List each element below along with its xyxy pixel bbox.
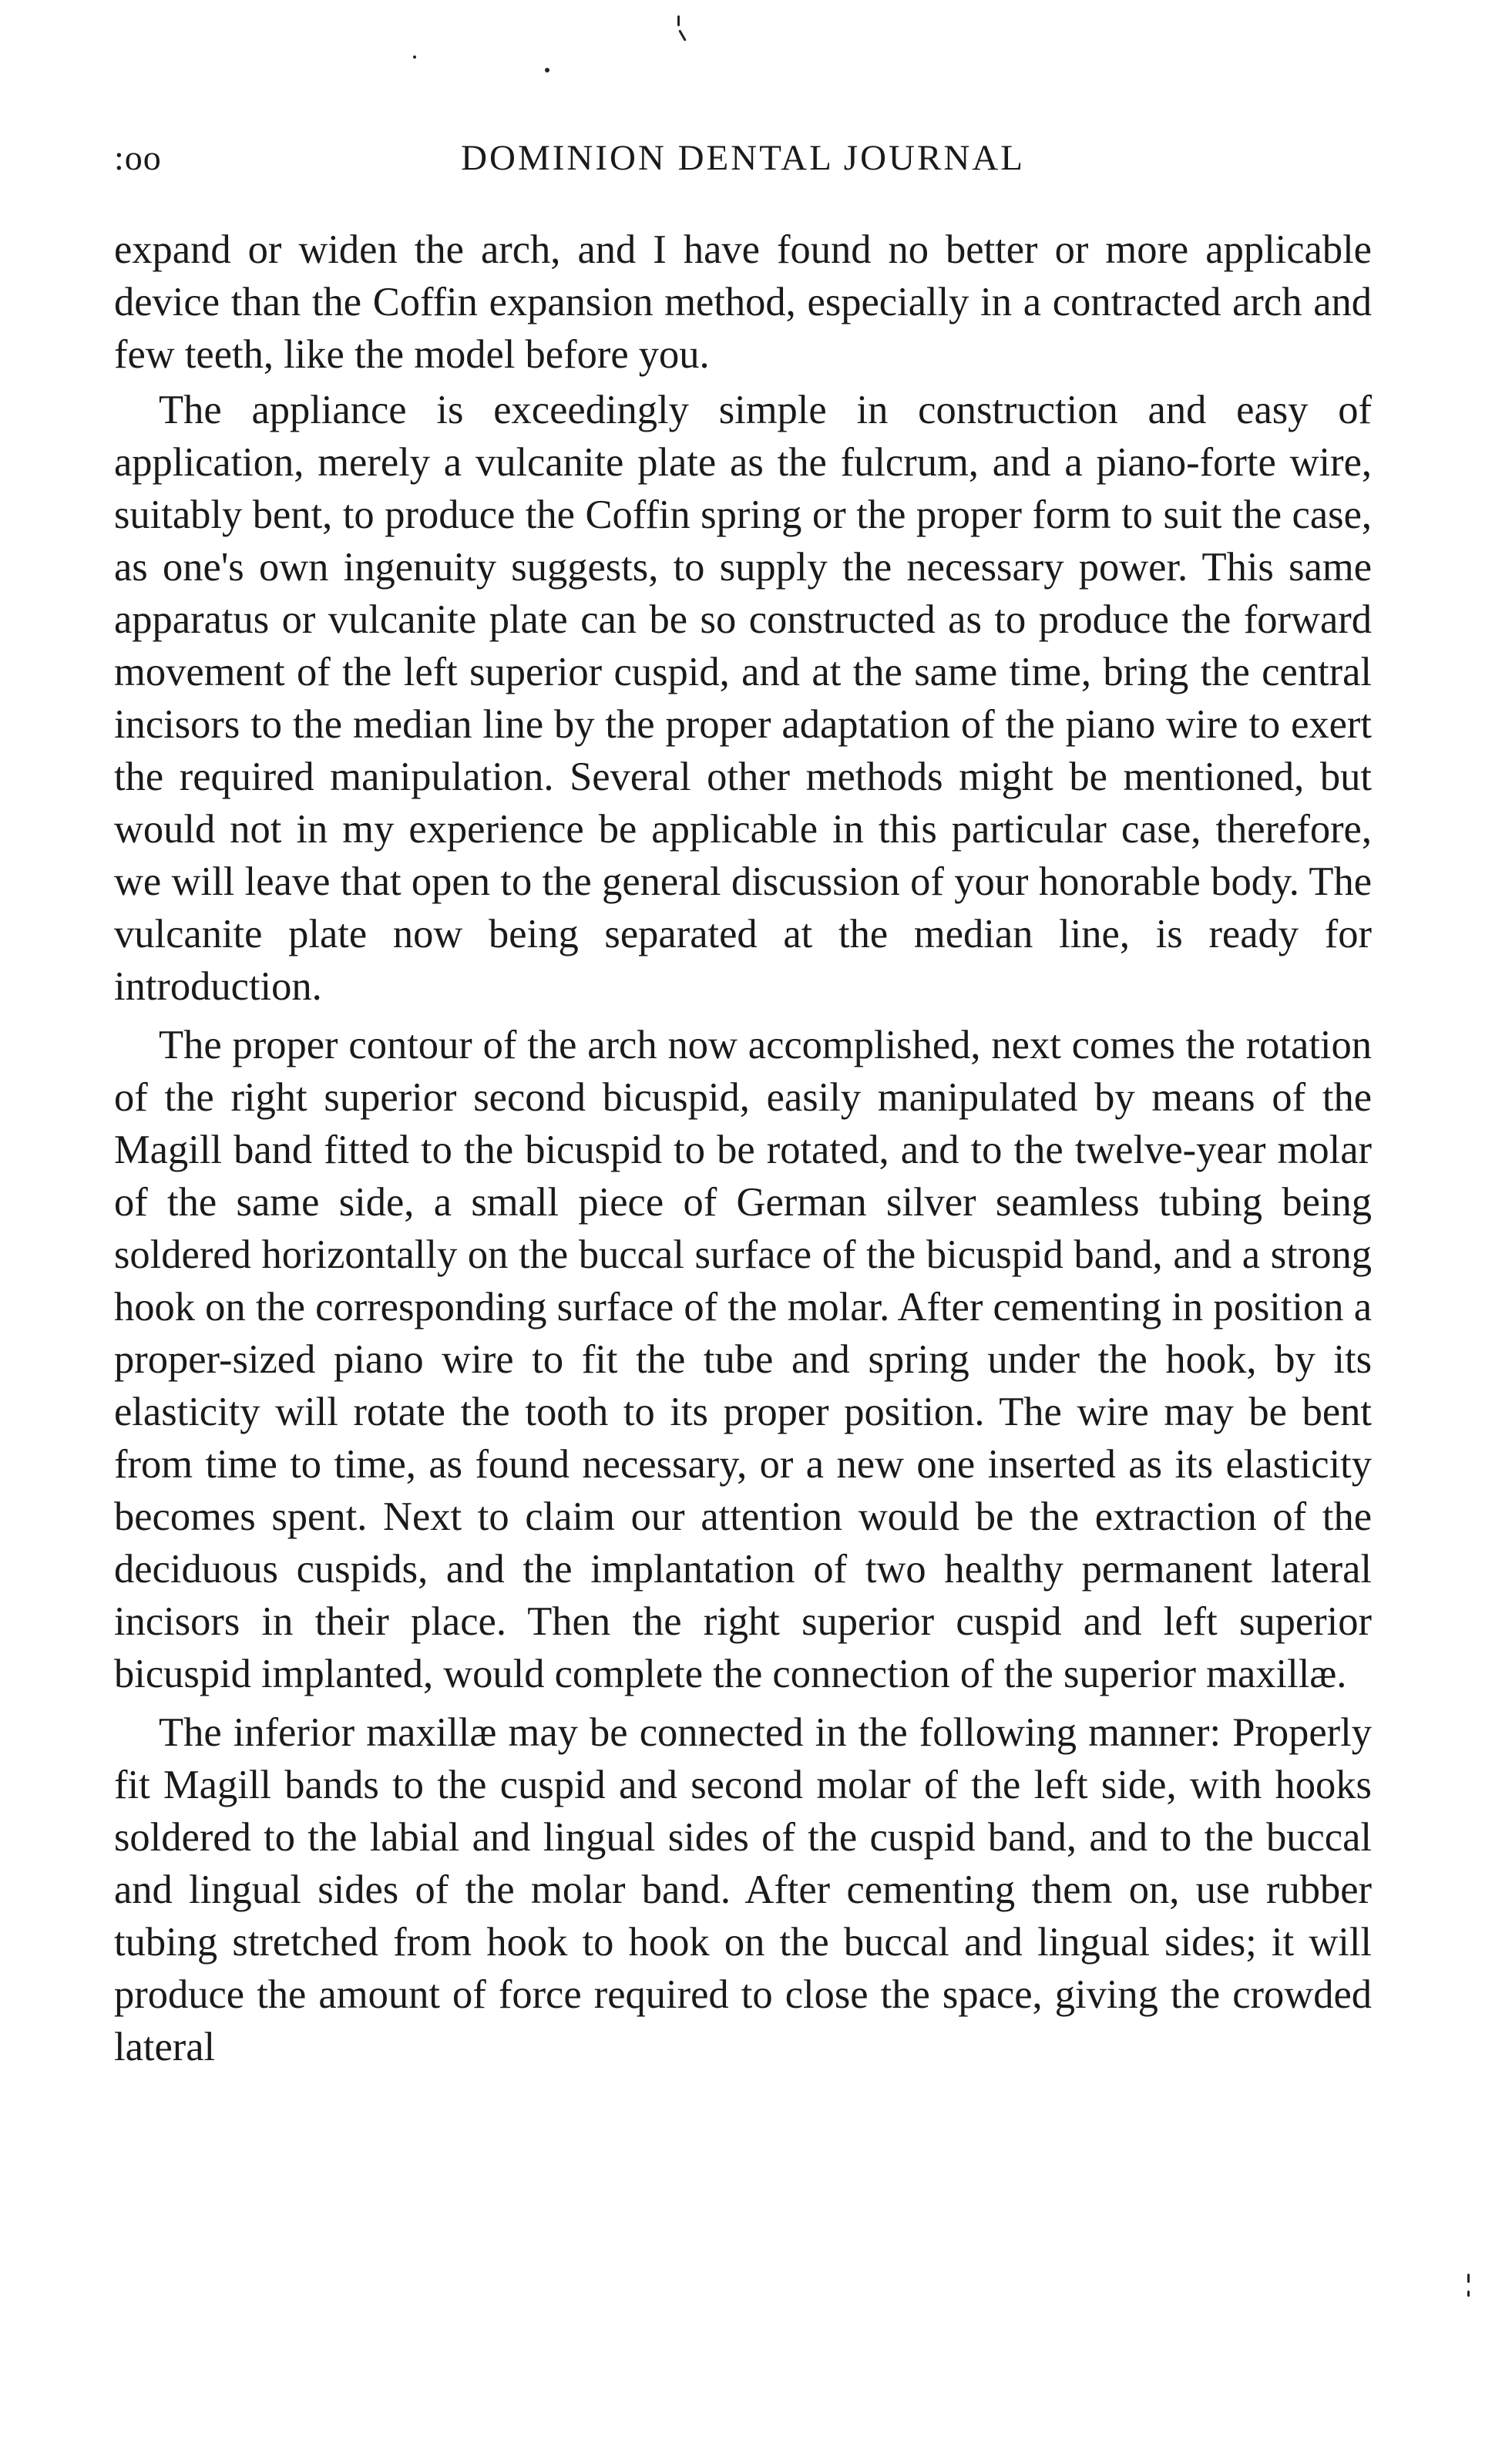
print-speck (413, 55, 416, 59)
page-header (114, 137, 1372, 191)
print-speck (677, 15, 680, 26)
page-number: :oo (114, 138, 162, 177)
paragraph: The inferior maxillæ may be connected in the following manner: Properly fit Magill bands to the cuspid and second molar of the left side, with hooks soldered to the labial and lingual sides of the cuspid band, and to the buccal and lingual sides of the molar band. After cementing them on, use rubber tubing stretched from hook to hook on the buccal and lingual sides; it will produce the amount of force required to close the space, giving the crowded lateral (114, 1710, 1372, 2069)
print-speck (678, 29, 687, 41)
article-body (114, 224, 1372, 2073)
paragraph: The appliance is exceedingly simple in construction and easy of application, merely a vulcanite plate as the fulcrum, and a piano-forte wire, suitably bent, to produce the Coffin spring or the proper form to suit the case, as one's own ingenuity suggests, to supply the necessary power. This same apparatus or vulcanite plate can be so constructed as to produce the forward movement of the left superior cuspid, and at the same time, bring the central incisors to the median line by the proper adaptation of the piano wire to exert the required manipulation. Several other methods might be mentioned, but would not in my experience be applicable in this particular case, therefore, we will leave that open to the general discussion of your honorable body. The vulcanite plate now being separated at the median line, is ready for introduction. (114, 388, 1372, 1009)
print-speck (1467, 2274, 1470, 2283)
paragraph: The proper contour of the arch now accomplished, next comes the rotation of the right superior second bicuspid, easily manipulated by means of the Magill band fitted to the bicuspid to be rotated, and to the twelve-year molar of the same side, a small piece of German silver seamless tubing being soldered horizontally on the buccal surface of the bicuspid band, and a strong hook on the corresponding surface of the molar. After cementing in position a proper-sized piano wire to fit the tube and spring under the hook, by its elasticity will rotate the tooth to its proper position. The wire may be bent from time to time, as found necessary, or a new one inserted as its elasticity becomes spent. Next to claim our attention would be the extraction of the deciduous cuspids, and the implantation of two healthy permanent lateral incisors in their place. Then the right superior cuspid and left superior bicuspid implanted, would complete the connection of the superior maxillæ. (114, 1023, 1372, 1696)
print-speck (545, 68, 549, 72)
print-speck (1467, 2291, 1470, 2297)
running-head: DOMINION DENTAL JOURNAL (461, 138, 1025, 178)
paragraph: expand or widen the arch, and I have found no better or more applicable device than the Coffin expansion method, especially in a contracted arch and few teeth, like the model before you. (114, 227, 1372, 377)
